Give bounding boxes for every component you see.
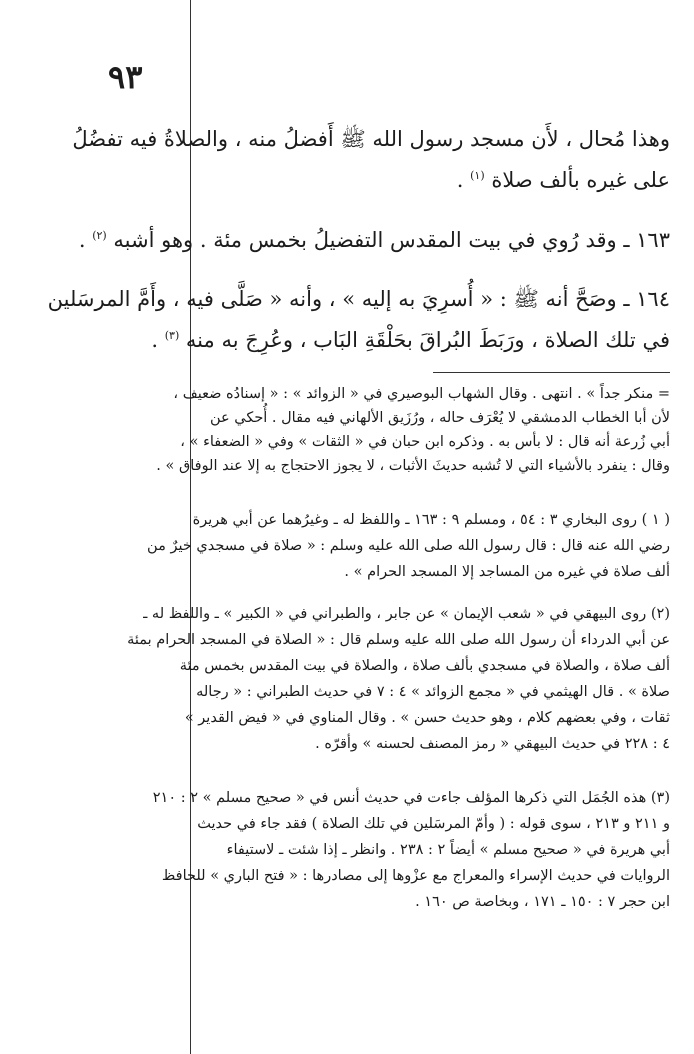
footnote-3-line: ابن حجر ٧ : ١٥٠ ـ ١٧١ ، وبخاصة ص ١٦٠ . [415, 894, 670, 910]
footnote-2-line: صلاة » . قال الهيثمي في « مجمع الزوائد » ٤ : ٧ في حديث الطبراني : « رجاله [196, 684, 670, 700]
footnote-2-line: ثقات ، وفي بعضهم كلام ، وهو حديث حسن » . وقال المناوي في « فيض القدير » [184, 710, 670, 726]
main-text-line-2: على غيره بألف صلاة $^{(١)}$ . [456, 168, 670, 192]
footnote-2-line: ٤ : ٢٢٨ في حديث البيهقي « رمز المصنف لحسنه » وأقرّه . [315, 736, 670, 752]
footnote-3-line: و ٢١١ و ٢١٣ ، سوى قوله : ( وأمّ المرسَلين في تلك الصلاة ) فقد جاء في حديث [197, 816, 670, 832]
footnote-ref-2[interactable]: (٢) [92, 229, 107, 242]
footnote-separator [433, 372, 670, 373]
page-number: ٩٣ [108, 58, 143, 96]
footnote-1-line: رضي الله عنه قال : قال رسول الله صلى الله عليه وسلم : « صلاة في مسجدي خيرٌ من [147, 538, 670, 554]
footnote-2-line: ألف صلاة ، والصلاة في مسجدي بألف صلاة ، والصلاة في بيت المقدس بخمس مئة [179, 658, 670, 674]
footnote-continuation-line: وقال : ينفرد بالأشياء التي لا تُشبه حديثَ الأثبات ، لا يجوز الاحتجاج به إلا عند الوفاق » . [156, 458, 670, 474]
footnote-3-line: أبي هريرة في « صحيح مسلم » أيضاً ٢ : ٢٣٨ . وانظر ـ إذا شئت ـ لاستيفاء [226, 842, 670, 858]
footnote-continuation-line: أبي زُرعة أنه قال : لا بأس به . وذكره ابن حبان في « الثقات » وفي « الضعفاء » ، [180, 434, 670, 450]
main-text-line-4: ١٦٤ ـ وصَحَّ أنه ﷺ : « أُسرِيَ به إليه » ، وأنه « صَلَّى فيه ، وأَمَّ المرسَلين [47, 287, 670, 311]
footnote-3-line: الروايات في حديث الإسراء والمعراج مع عزْوها إلى مصادرها : « فتح الباري » للحافظ [161, 868, 670, 884]
footnote-ref-3[interactable]: (٣) [164, 329, 180, 342]
footnote-2-line: (٢) روى البيهقي في « شعب الإيمان » عن جابر ، والطبراني في « الكبير » ـ واللفظ له ـ [143, 606, 670, 622]
footnote-1-line: ألف صلاة في غيره من المساجد إلا المسجد الحرام » . [344, 564, 670, 580]
main-text-line-1: وهذا مُحال ، لأَن مسجد رسول الله ﷺ أَفضلُ منه ، والصلاةُ فيه تفضُلُ [72, 127, 670, 151]
footnote-1-line: ( ١ ) روى البخاري ٣ : ٥٤ ، ومسلم ٩ : ١٦٣ ـ واللفظ له ـ وغيرُهما عن أبي هريرة [192, 512, 670, 528]
footnote-2-line: عن أبي الدرداء أن رسول الله صلى الله عليه وسلم قال : « الصلاة في المسجد الحرام بمئة [127, 632, 670, 648]
footnote-3-line: (٣) هذه الجُمَل التي ذكرها المؤلف جاءت في حديث أنس في « صحيح مسلم » ٢ : ٢١٠ [152, 790, 670, 806]
main-text-line-3: ١٦٣ ـ وقد رُوي في بيت المقدس التفضيلُ بخمس مئة . وهو أشبه $^{(٢)}$ . [78, 228, 670, 252]
footnote-ref-1[interactable]: (١) [470, 169, 485, 182]
footnote-continuation-line: لأن أبا الخطاب الدمشقي لا يُعْرَف حاله ، ورُزَيق الألهاني فيه مقال . أُحكي عن [209, 410, 670, 426]
main-text-line-5: في تلك الصلاة ، ورَبَطَ البُراقَ بحَلْقَةِ البَاب ، وعُرِجَ به منه $^{(٣)}$ . [151, 328, 670, 352]
footnote-continuation-line: = منكر جداً » . انتهى . وقال الشهاب البوصيري في « الزوائد » : « إسنادُه ضعيف ، [173, 386, 670, 402]
